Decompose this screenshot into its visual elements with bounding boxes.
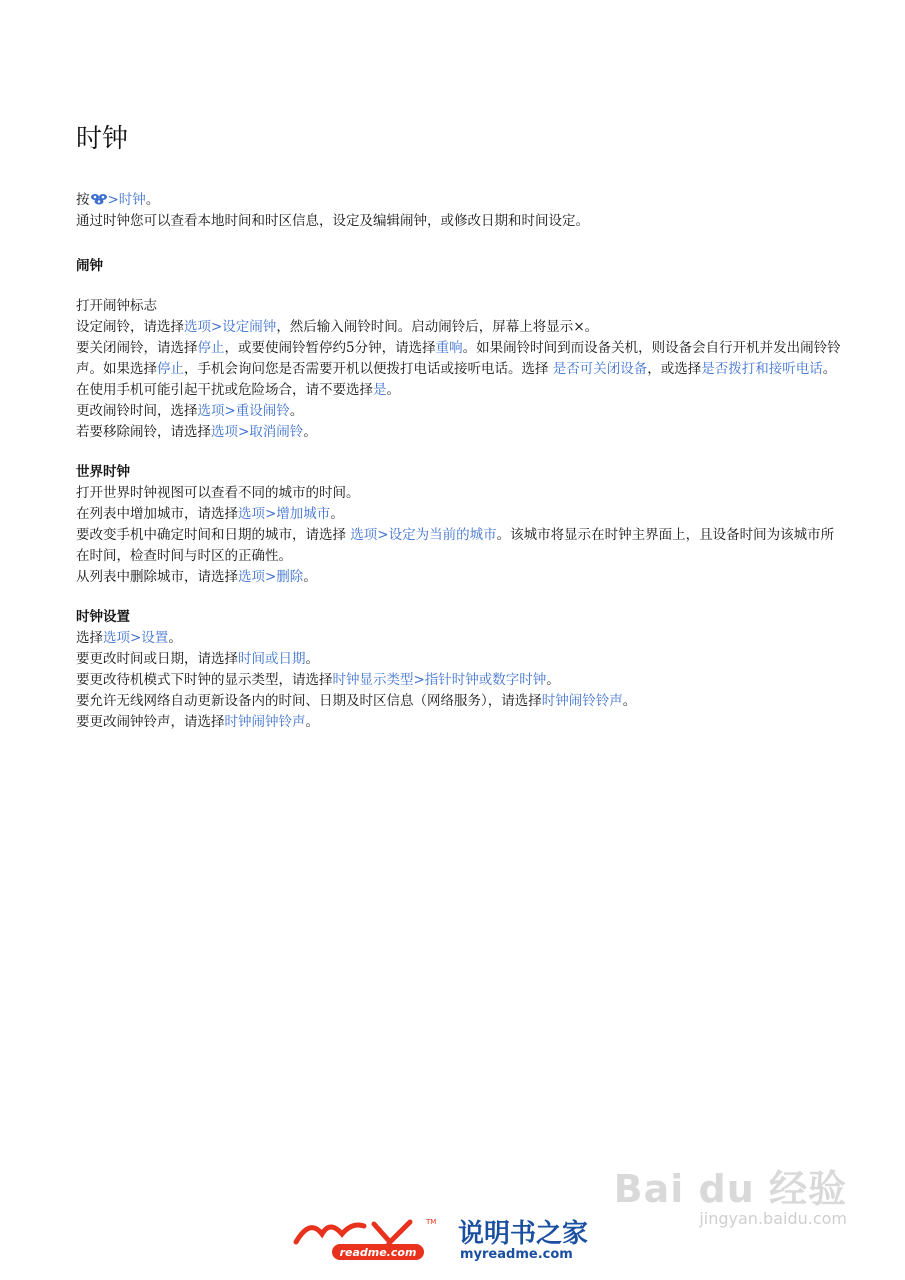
intro-description: 通过时钟您可以查看本地时间和时区信息，设定及编辑闹钟，或修改日期和时间设定。 [76, 213, 589, 229]
reset-alarm-link[interactable]: 选项>重设闹铃 [197, 403, 290, 419]
alarm-indicator-symbol: × [573, 319, 585, 335]
intro-section [76, 190, 846, 232]
alarm-open-text: 打开闹钟标志 [76, 298, 157, 314]
world-open-text: 打开世界时钟视图可以查看不同的城市的时间。 [76, 485, 360, 501]
logo-readme-text: readme.com [339, 1246, 417, 1259]
menu-key-icon [90, 191, 108, 203]
alarm-remove-line: 若要移除闹铃，请选择选项>取消闹铃。 [76, 424, 317, 440]
myreadme-logo-graphic [292, 1212, 612, 1264]
delete-city-link[interactable]: 选项>删除 [238, 569, 304, 585]
world-delete-line: 从列表中删除城市，请选择选项>删除。 [76, 569, 317, 585]
baidu-watermark [614, 1158, 847, 1228]
clock-settings-section [76, 607, 846, 733]
logo-tm-text: TM [426, 1218, 437, 1226]
network-time-link[interactable]: 时钟闹铃铃声 [541, 693, 623, 709]
add-city-link[interactable]: 选项>增加城市 [238, 506, 331, 522]
clock-type-link[interactable]: 时钟显示类型>指针时钟或数字时钟 [332, 672, 547, 688]
alarm-set-line: 设定闹铃，请选择选项>设定闹钟，然后输入闹铃时间。启动闹铃后，屏幕上将显示×。 [76, 317, 846, 338]
alarm-change-line: 更改闹铃时间，选择选项>重设闹铃。 [76, 403, 304, 419]
clock-menu-link[interactable]: >时钟 [107, 192, 146, 208]
set-alarm-link[interactable]: 选项>设定闹钟 [184, 319, 277, 335]
cancel-alarm-link[interactable]: 选项>取消闹铃 [211, 424, 304, 440]
settings-type-line: 要更改待机模式下时钟的显示类型，请选择时钟显示类型>指针时钟或数字时钟。 [76, 672, 560, 688]
alarm-body [76, 296, 846, 443]
set-current-city-link[interactable]: 选项>设定为当前的城市 [350, 527, 497, 543]
logo-brand-url: myreadme.com [460, 1247, 573, 1262]
settings-network-line: 要允许无线网络自动更新设备内的时间、日期及时区信息（网络服务），请选择时钟闹铃铃声。 [76, 693, 637, 709]
alarm-tone-link[interactable]: 时钟闹钟铃声 [224, 714, 306, 730]
baidu-watermark-word: Bai du 经验 [613, 1167, 847, 1211]
intro-path-line: 按 >时钟。 [76, 192, 160, 208]
settings-select-line: 选择选项>设置。 [76, 630, 182, 646]
alarm-section [76, 256, 846, 277]
world-current-paragraph: 要改变手机中确定时间和日期的城市，请选择 选项>设定为当前的城市。该城市将显示在时钟主界面上，且设备时间为该城市所在时间，检查时间与时区的正确性。 [76, 527, 835, 564]
snooze-link[interactable]: 重响 [435, 340, 463, 356]
page-title: 时钟 [76, 124, 129, 154]
world-add-line: 在列表中增加城市，请选择选项>增加城市。 [76, 506, 344, 522]
yes-link[interactable]: 是 [373, 382, 387, 398]
baidu-watermark-url: jingyan.baidu.com [699, 1209, 847, 1228]
switch-off-device-link[interactable]: 是否可关闭设备 [552, 361, 648, 377]
alarm-close-paragraph: 要关闭闹铃，请选择停止，或要使闹铃暂停约5分钟，请选择重响。如果闹铃时间到而设备关机，则设备会自行开机并发出闹铃铃声。如果选择停止，手机会询问您是否需要开机以便拨打电话或接听电话。选择 是否可关闭设备，或选择是否拨打和接听电话。在使用手机可能引起干扰或危险场合，请不要选择是。 [76, 340, 841, 398]
time-or-date-link[interactable]: 时间或日期 [238, 651, 306, 667]
world-clock-heading: 世界时钟 [76, 464, 130, 480]
myreadme-logo [292, 1212, 612, 1268]
logo-brand-cn: 说明书之家 [458, 1219, 589, 1249]
alarm-heading: 闹钟 [76, 258, 103, 274]
stop-link-2[interactable]: 停止 [157, 361, 184, 377]
settings-tone-line: 要更改闹钟铃声，请选择时钟闹钟铃声。 [76, 714, 319, 730]
world-clock-section [76, 462, 846, 588]
make-calls-link[interactable]: 是否拨打和接听电话 [701, 361, 823, 377]
settings-link[interactable]: 选项>设置 [103, 630, 169, 646]
stop-link[interactable]: 停止 [197, 340, 225, 356]
press-text: 按 [76, 192, 90, 208]
clock-settings-heading: 时钟设置 [76, 609, 130, 625]
settings-datetime-line: 要更改时间或日期，请选择时间或日期。 [76, 651, 319, 667]
